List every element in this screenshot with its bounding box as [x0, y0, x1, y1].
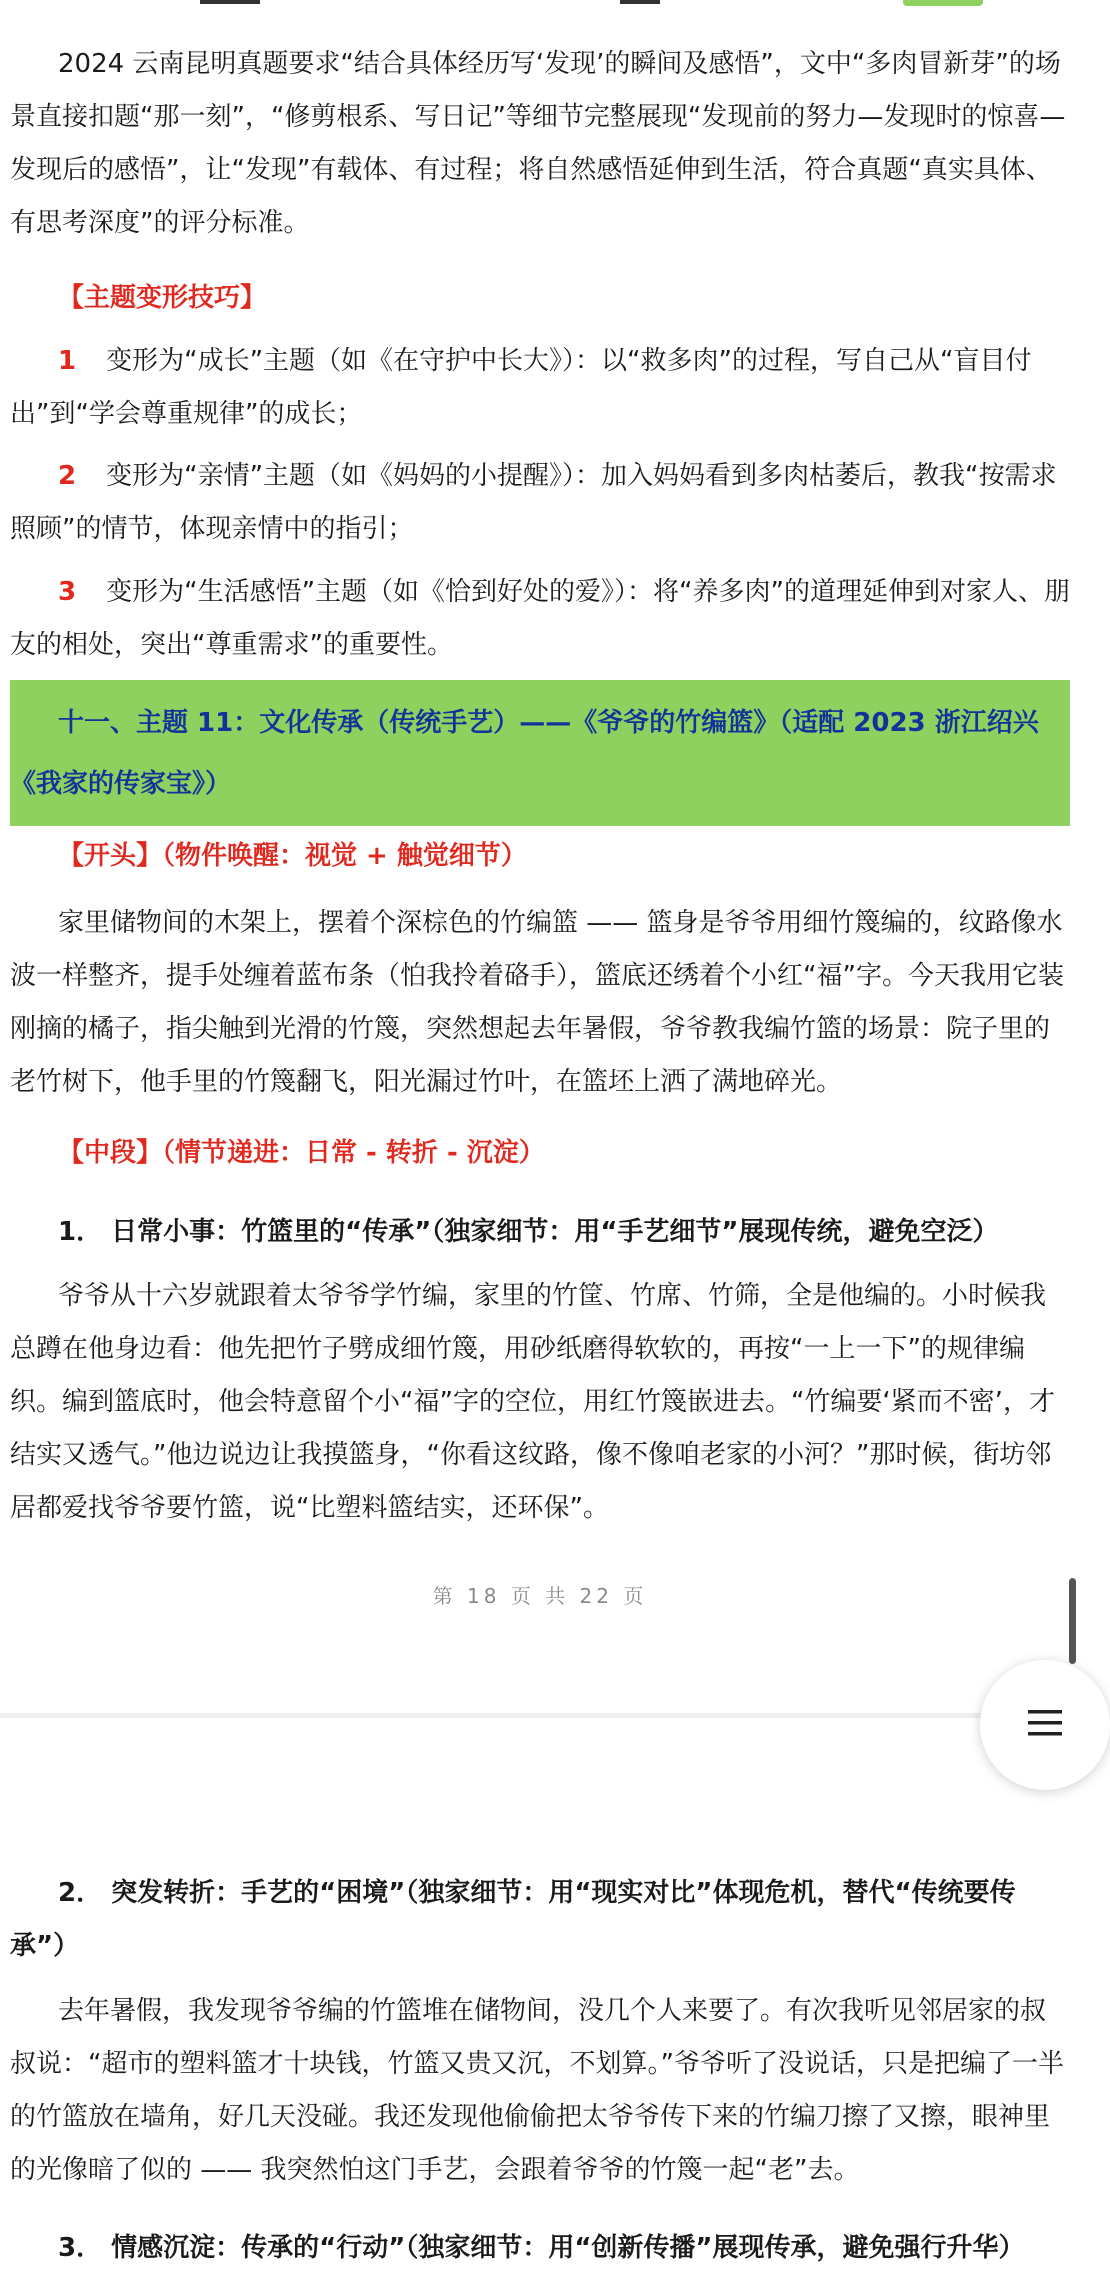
middle-paragraph-1: 爷爷从十六岁就跟着太爷爷学竹编，家里的竹筐、竹席、竹筛，全是他编的。小时候我总蹲在他身边看：他先把竹子劈成细竹篾，用砂纸磨得软软的，再按“一上一下”的规律编织。编到篮底时，他会特意留个小“福”字的空位，用红竹篾嵌进去。“竹编要‘紧而不密’，才结实又透气。”他边说边让我摸篮身，“你看这纹路，像不像咱老家的小河？”那时候，街坊邻居都爱找爷爷要竹篮，说“比塑料篮结实，还环保”。 — [10, 1281, 1055, 1523]
transform-item-1 — [10, 335, 1070, 441]
previous-line-cutoff — [0, 0, 1080, 8]
middle-paragraph-2: 去年暑假，我发现爷爷编的竹篮堆在储物间，没几个人来要了。有次我听见邻居家的叔叔说：“超市的塑料篮才十块钱，竹篮又贵又沉，不划算。”爷爷听了没说话，只是把编了一半的竹篮放在墙角，好几天没碰。我还发现他偷偷把太爷爷传下来的竹编刀擦了又擦，眼神里的光像暗了似的 —— 我突然怕这门手艺，会跟着爷爷的竹篾一起“老”去。 — [10, 1996, 1064, 2185]
transform-item-3-number: 3 — [58, 577, 77, 607]
transform-item-2 — [10, 450, 1070, 556]
intro-paragraph: 2024 云南昆明真题要求“结合具体经历写‘发现’的瞬间及感悟”，文中“多肉冒新芽”的场景直接扣题“那一刻”，“修剪根系、写日记”等细节完整展现“发现前的努力—发现时的惊喜—发现后的感悟”，让“发现”有载体、有过程；将自然感悟延伸到生活，符合真题“真实具体、有思考深度”的评分标准。 — [10, 49, 1066, 238]
middle-subheading-2: 2． 突发转折：手艺的“困境”（独家细节：用“现实对比”体现危机，替代“传统要传承”） — [10, 1878, 1016, 1961]
middle-subheading-1: 1． 日常小事：竹篮里的“传承”（独家细节：用“手艺细节”展现传统，避免空泛） — [58, 1217, 999, 1247]
transform-item-3 — [10, 566, 1070, 672]
scrollbar-thumb[interactable] — [1069, 1578, 1076, 1664]
transform-item-2-text: 变形为“亲情”主题（如《妈妈的小提醒》）：加入妈妈看到多肉枯萎后，教我“按需求照顾”的情节，体现亲情中的指引； — [10, 461, 1057, 544]
page-number-footer: 第 18 页 共 22 页 — [432, 1584, 648, 1608]
menu-button[interactable] — [980, 1660, 1110, 1790]
middle-subheading-3: 3． 情感沉淀：传承的“行动”（独家细节：用“创新传播”展现传承，避免强行升华） — [58, 2233, 1025, 2263]
transform-item-2-number: 2 — [58, 461, 77, 491]
transform-item-3-text: 变形为“生活感悟”主题（如《恰到好处的爱》）：将“养多肉”的道理延伸到对家人、朋友的相处，突出“尊重需求”的重要性。 — [10, 577, 1070, 660]
section-title: 十一、主题 11：文化传承（传统手艺）——《爷爷的竹编篮》（适配 2023 浙江绍兴《我家的传家宝》） — [10, 708, 1039, 799]
middle-subheading-3-cutoff — [10, 2222, 1070, 2263]
menu-icon — [1028, 1708, 1062, 1738]
middle-heading: 【中段】（情节递进：日常 - 转折 - 沉淀） — [58, 1138, 545, 1168]
transform-item-1-text: 变形为“成长”主题（如《在守护中长大》）：以“救多肉”的过程，写自己从“盲目付出”到“学会尊重规律”的成长； — [10, 346, 1032, 429]
opening-heading: 【开头】（物件唤醒：视觉 + 触觉细节） — [58, 841, 527, 871]
page-separator — [0, 1713, 1080, 1718]
transform-heading: 【主题变形技巧】 — [58, 283, 267, 313]
transform-item-1-number: 1 — [58, 346, 77, 376]
opening-paragraph: 家里储物间的木架上，摆着个深棕色的竹编篮 —— 篮身是爷爷用细竹篾编的，纹路像水波一样整齐，提手处缠着蓝布条（怕我拎着硌手），篮底还绣着个小红“福”字。今天我用它装刚摘的橘子，指尖触到光滑的竹篾，突然想起去年暑假，爷爷教我编竹篮的场景：院子里的老竹树下，他手里的竹篾翻飞，阳光漏过竹叶，在篮坯上洒了满地碎光。 — [10, 908, 1064, 1097]
